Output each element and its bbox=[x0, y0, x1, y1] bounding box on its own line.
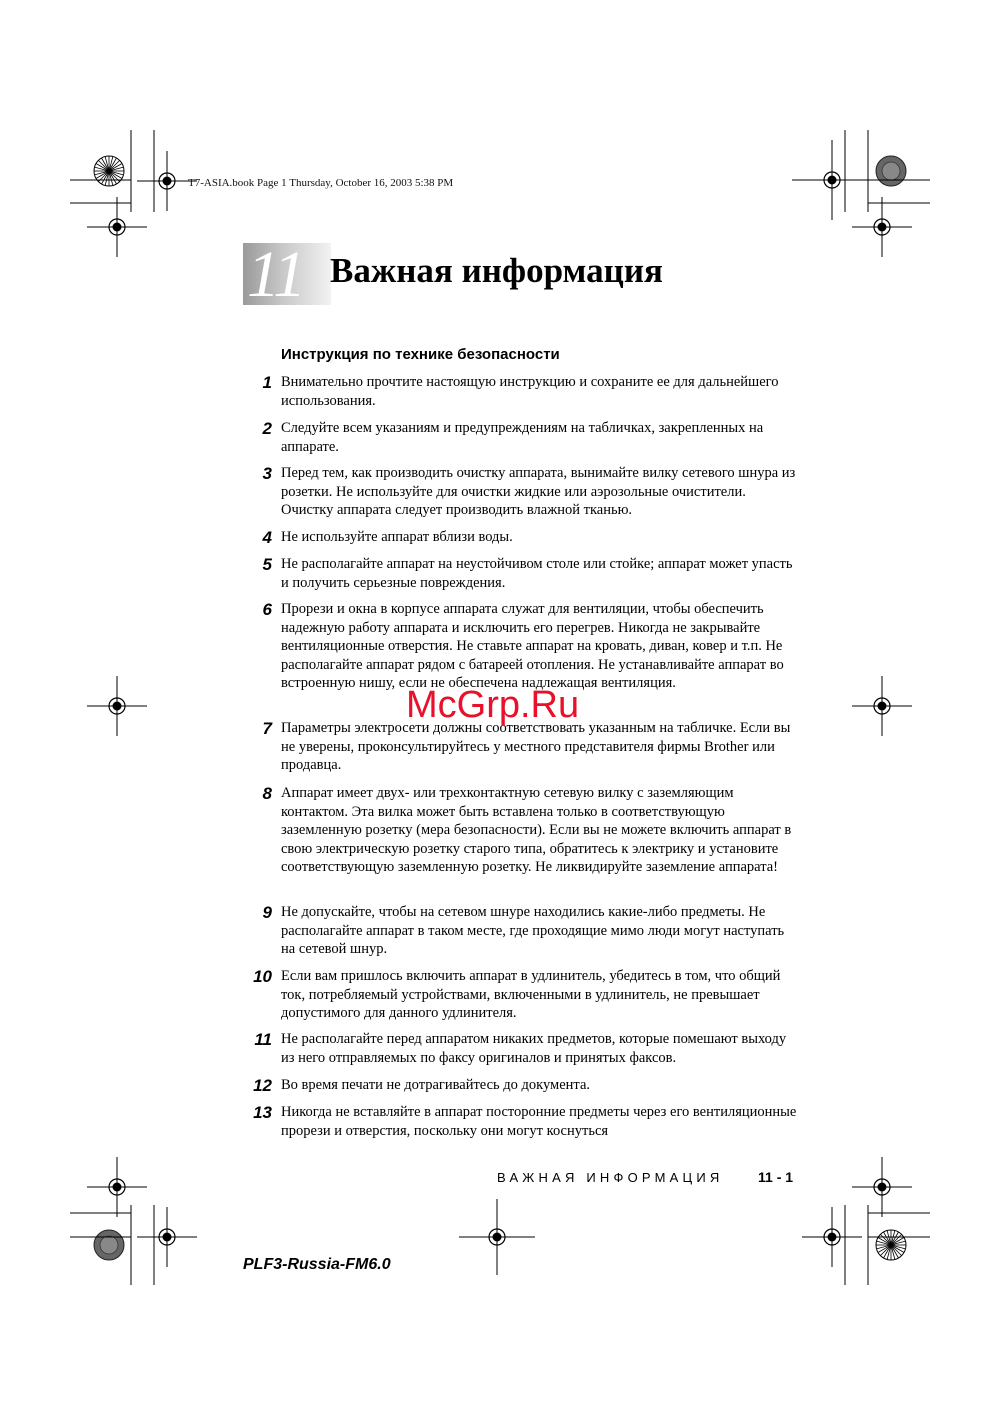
item-number: 6 bbox=[262, 600, 272, 619]
book-header: T7-ASIA.book Page 1 Thursday, October 16, 2003 5:38 PM bbox=[188, 177, 454, 189]
crosshair-dot bbox=[878, 702, 887, 711]
footer-section-name: ВАЖНАЯ ИНФОРМАЦИЯ bbox=[497, 1170, 724, 1185]
grey-disc-inner bbox=[100, 1236, 118, 1254]
crosshair-dot bbox=[878, 1183, 887, 1192]
item-number: 13 bbox=[253, 1103, 272, 1122]
chapter-heading bbox=[243, 238, 803, 311]
chapter-number-box bbox=[243, 238, 331, 311]
item-number: 4 bbox=[262, 528, 272, 547]
crosshair-dot bbox=[163, 1233, 172, 1242]
chapter-number: 11 bbox=[247, 238, 305, 311]
item-text: Параметры электросети должны соответствовать указанным на табличке. Если вы не уверены, проконсультируйтесь у местного представителя фирмы Brother или продавца. bbox=[281, 720, 791, 773]
item-number: 11 bbox=[254, 1030, 272, 1049]
document-code: PLF3-Russia-FM6.0 bbox=[243, 1256, 391, 1273]
page-number: 11 - 1 bbox=[758, 1169, 794, 1185]
item-number: 3 bbox=[262, 464, 272, 483]
section-title: Инструкция по технике безопасности bbox=[281, 346, 560, 363]
crosshair-dot bbox=[163, 177, 172, 186]
chapter-title: Важная информация bbox=[330, 251, 663, 290]
item-number: 7 bbox=[262, 719, 272, 738]
item-text: Не допускайте, чтобы на сетевом шнуре находились какие-либо предметы. Не располагайте аппарат в таком месте, где проходящие мимо люди могут наступать на сетевой шнур. bbox=[281, 904, 785, 957]
item-text: Внимательно прочтите настоящую инструкцию и сохраните ее для дальнейшего использования. bbox=[281, 374, 779, 409]
item-text: Не используйте аппарат вблизи воды. bbox=[281, 529, 513, 545]
item-number: 2 bbox=[262, 419, 272, 438]
item-text: Никогда не вставляйте в аппарат посторонние предметы через его вентиляционные прорези и отверстия, поскольку они могут коснуться bbox=[281, 1104, 797, 1139]
item-number: 8 bbox=[262, 784, 272, 803]
item-number: 5 bbox=[262, 555, 272, 574]
crosshair-dot bbox=[493, 1233, 502, 1242]
item-text: Не располагайте аппарат на неустойчивом столе или стойке; аппарат может упасть и получить серьезные повреждения. bbox=[281, 556, 793, 591]
item-text: Не располагайте перед аппаратом никаких предметов, которые помешают выходу из него отправляемых по факсу оригиналов и принятых факсов. bbox=[281, 1031, 787, 1066]
item-number: 1 bbox=[262, 373, 272, 392]
crosshair-dot bbox=[878, 223, 887, 232]
item-number: 9 bbox=[262, 903, 272, 922]
item-text: Следуйте всем указаниям и предупреждениям на табличках, закрепленных на аппарате. bbox=[281, 420, 764, 455]
item-number: 10 bbox=[253, 967, 272, 986]
item-text: Аппарат имеет двух- или трехконтактную сетевую вилку с заземляющим контактом. Эта вилка может быть вставлена только в соответствующую заземленную розетку (мера безопасности). Если вы не можете включить аппарат в свою электрическую розетку старого типа, обратитесь к электрику и установите соответствующую заземленную розетку. Не ликвидируйте заземление аппарата! bbox=[281, 785, 792, 875]
item-number: 12 bbox=[253, 1076, 272, 1095]
grey-disc-inner bbox=[882, 162, 900, 180]
crosshair-dot bbox=[113, 223, 122, 232]
crosshair-dot bbox=[113, 702, 122, 711]
item-text: Если вам пришлось включить аппарат в удлинитель, убедитесь в том, что общий ток, потребляемый устройствами, включенными в удлинитель, не превышает допустимого для данного удлинителя. bbox=[281, 968, 781, 1021]
item-text: Во время печати не дотрагивайтесь до документа. bbox=[281, 1077, 591, 1093]
crosshair-dot bbox=[828, 176, 837, 185]
item-text: Перед тем, как производить очистку аппарата, вынимайте вилку сетевого шнура из розетки. Не используйте для очистки жидкие или аэрозольные очистители. Очистку аппарата следует производить влажной тканью. bbox=[281, 465, 796, 518]
item-text: Прорези и окна в корпусе аппарата служат для вентиляции, чтобы обеспечить надежную работу аппарата и исключить его перегрев. Никогда не закрывайте вентиляционные отверстия. Не ставьте аппарат на кровать, диван, ковер и т.п. Не располагайте аппарат рядом с батареей отопления. Не устанавливайте аппарат во встроенную нишу, если не обеспечена надлежащая вентиляция. bbox=[281, 601, 784, 691]
crosshair-dot bbox=[113, 1183, 122, 1192]
crosshair-dot bbox=[828, 1233, 837, 1242]
watermark: McGrp.Ru bbox=[406, 684, 580, 726]
